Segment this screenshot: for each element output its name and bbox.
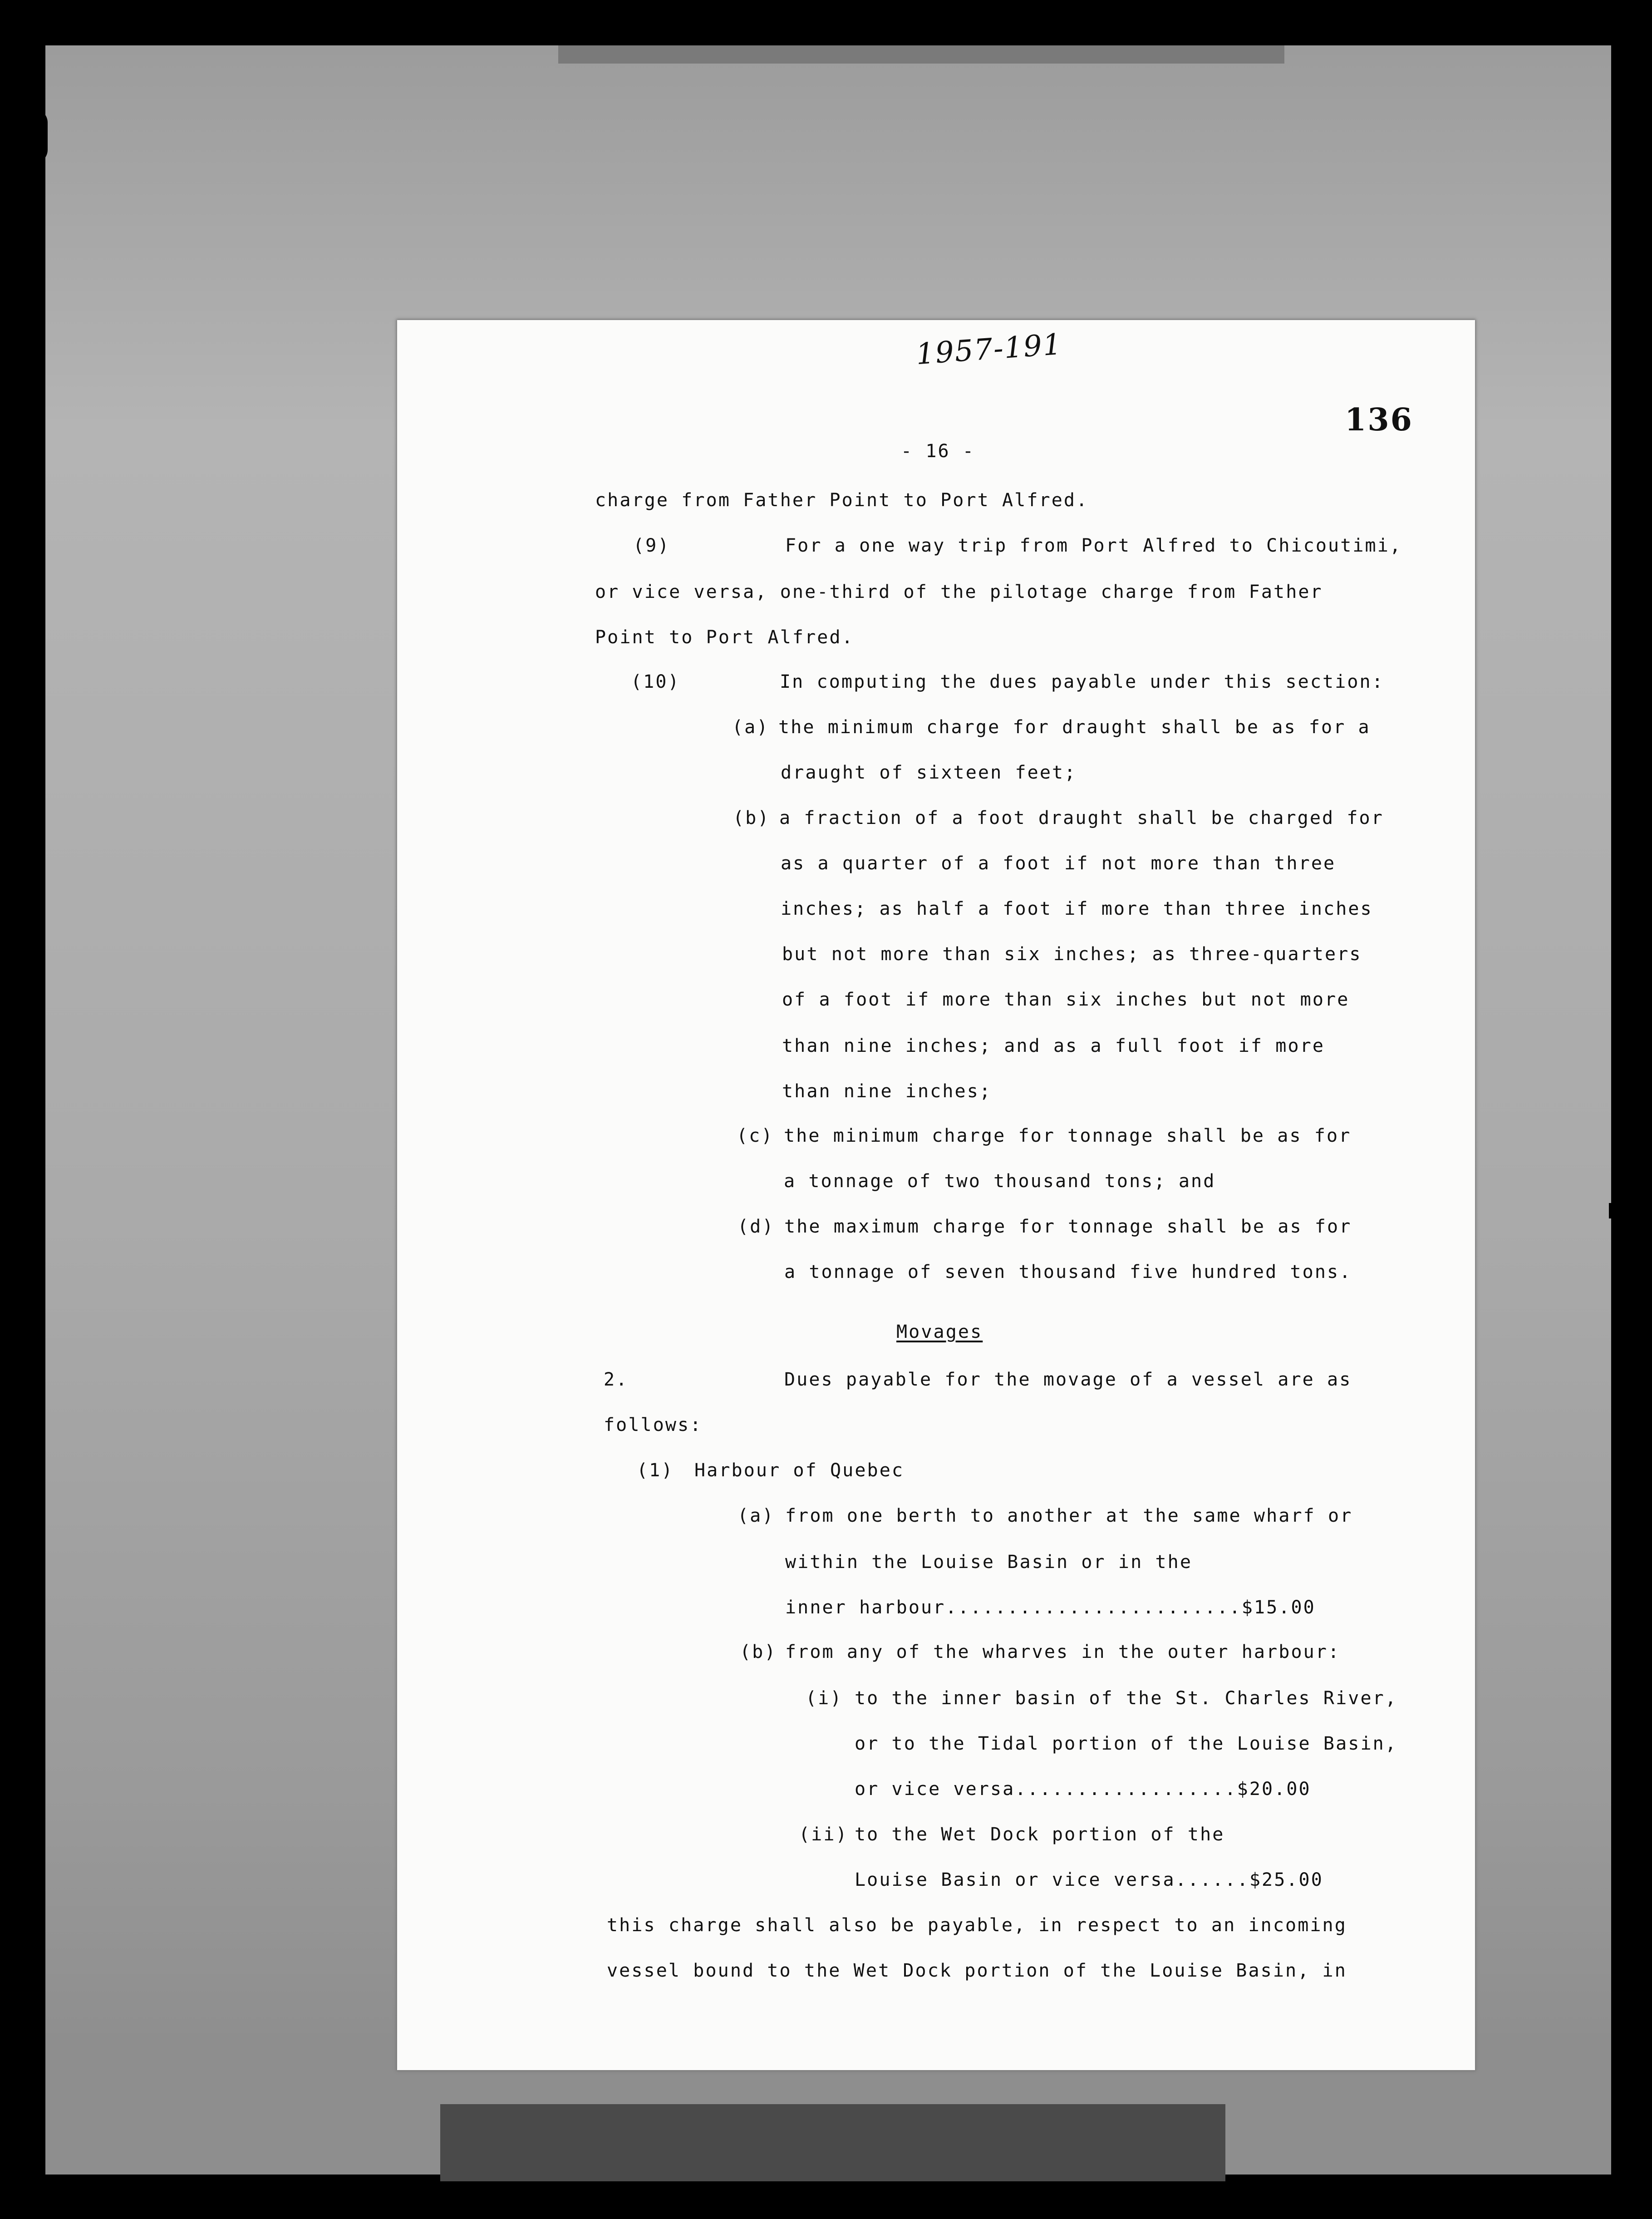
handwritten-reference: 1957-191 (914, 327, 1063, 372)
text-line: than nine inches; and as a full foot if more (782, 1036, 1325, 1056)
text-line: or vice versa..................$20.00 (855, 1779, 1311, 1800)
text-line: draught of sixteen feet; (781, 762, 1077, 783)
text-line: to the Wet Dock portion of the (855, 1824, 1225, 1845)
text-line: charge from Father Point to Port Alfred. (595, 490, 1089, 511)
film-top-strip (558, 45, 1284, 64)
text-line: from one berth to another at the same wharf or (785, 1505, 1353, 1526)
text-line: a fraction of a foot draught shall be charged for (779, 808, 1384, 828)
item-letter: (a) (738, 1505, 775, 1526)
item-letter: (b) (740, 1642, 777, 1662)
text-line: than nine inches; (782, 1081, 992, 1102)
text-line: a tonnage of seven thousand five hundred tons. (784, 1262, 1352, 1282)
section-heading: Movages (896, 1322, 983, 1342)
film-bottom-strip (440, 2104, 1225, 2181)
item-letter: (b) (733, 808, 770, 828)
text-line: but not more than six inches; as three-quarters (782, 944, 1362, 965)
item-letter: (d) (738, 1216, 775, 1237)
text-line: a tonnage of two thousand tons; and (784, 1171, 1216, 1192)
text-line: this charge shall also be payable, in respect to an incoming (607, 1915, 1347, 1936)
text-line: follows: (604, 1415, 703, 1435)
text-line: from any of the wharves in the outer harbour: (785, 1642, 1341, 1662)
text-line: inner harbour........................$15.00 (785, 1597, 1316, 1618)
page-stamp-number: 136 (1345, 402, 1413, 438)
page-marker: - 16 - (901, 441, 975, 462)
item-roman: (i) (806, 1688, 843, 1709)
text-line: vessel bound to the Wet Dock portion of the Louise Basin, in (607, 1960, 1347, 1981)
item-number: (1) (637, 1460, 674, 1481)
item-number: (10) (631, 671, 680, 692)
text-line: Dues payable for the movage of a vessel are as (784, 1369, 1352, 1390)
section-number: 2. (604, 1369, 629, 1390)
text-line: within the Louise Basin or in the (785, 1552, 1193, 1573)
text-line: as a quarter of a foot if not more than three (781, 853, 1336, 874)
text-line: or to the Tidal portion of the Louise Basin, (855, 1733, 1398, 1754)
text-line: inches; as half a foot if more than three inches (781, 898, 1373, 919)
subheading: Harbour of Quebec (694, 1460, 905, 1481)
microfilm-frame (45, 45, 1611, 2175)
text-line: For a one way trip from Port Alfred to Chicoutimi, (785, 535, 1402, 556)
item-letter: (a) (732, 717, 769, 738)
text-line: of a foot if more than six inches but not more (782, 989, 1350, 1010)
item-roman: (ii) (799, 1824, 848, 1845)
text-line: Point to Port Alfred. (595, 627, 854, 648)
item-letter: (c) (737, 1125, 774, 1146)
text-line: to the inner basin of the St. Charles River, (855, 1688, 1398, 1709)
text-line: In computing the dues payable under this section: (780, 671, 1384, 692)
document-page (397, 320, 1475, 2070)
text-line: the maximum charge for tonnage shall be as for (784, 1216, 1352, 1237)
film-edge-mark (1609, 1203, 1632, 1218)
text-line: the minimum charge for tonnage shall be as for (784, 1125, 1352, 1146)
film-edge-mark (20, 109, 48, 163)
text-line: the minimum charge for draught shall be as for a (778, 717, 1371, 738)
text-line: or vice versa, one-third of the pilotage charge from Father (595, 582, 1323, 602)
text-line: Louise Basin or vice versa......$25.00 (855, 1869, 1323, 1890)
item-number: (9) (633, 535, 670, 556)
